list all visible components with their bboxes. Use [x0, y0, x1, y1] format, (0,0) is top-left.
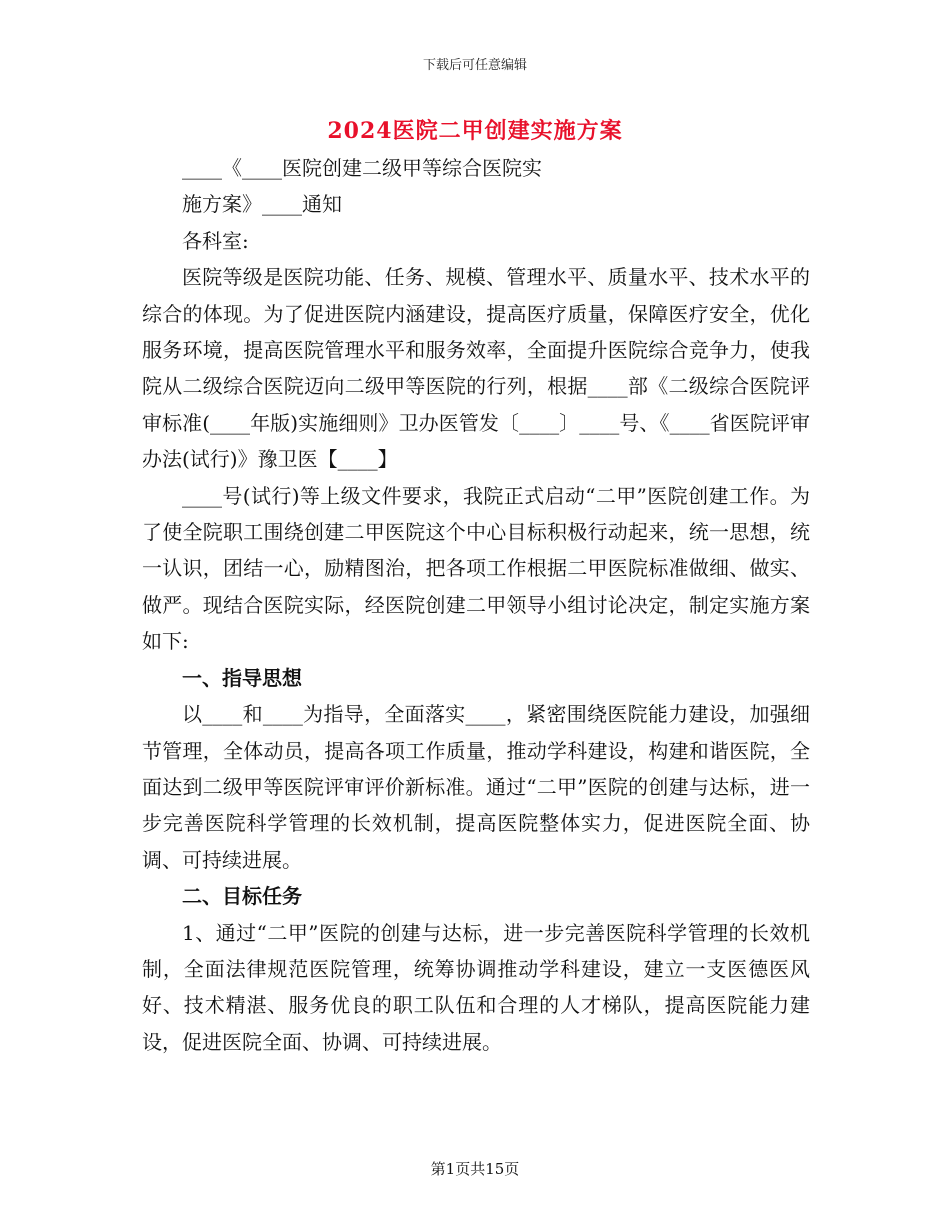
notice-title-line-2: 施方案》____通知 — [182, 192, 342, 217]
notice-title-line-1: ____《____医院创建二级甲等综合医院实 — [182, 156, 542, 180]
page-number-footer: 第1页共15页 — [430, 1160, 520, 1178]
document-title: 2024医院二甲创建实施方案 — [327, 118, 623, 144]
intro-paragraph-1: 医院等级是医院功能、任务、规模、管理水平、质量水平、技术水平的综合的体现。为了促进医院内涵建设，提高医疗质量，保障医疗安全，优化服务环境，提高医院管理水平和服务效率，全面提升医院综合竞争力，使我院从二级综合医院迈向二级甲等医院的行列，根据____部《二级综合医院评审标准(____年版)实施细则》卫办医管发〔____〕____号、《____省医院评审办法(试行)》豫卫医【____】 — [142, 265, 810, 472]
intro-paragraph-2: ____号(试行)等上级文件要求，我院正式启动“二甲”医院创建工作。为了使全院职工围绕创建二甲医院这个中心目标积极行动起来，统一思想，统一认识，团结一心，励精图治，把各项工作根据二甲医院标准做细、做实、做严。现结合医院实际，经医院创建二甲领导小组讨论决定，制定实施方案如下: — [142, 483, 810, 654]
guiding-ideology-paragraph: 以____和____为指导，全面落实____，紧密围绕医院能力建设，加强细节管理，全体动员，提高各项工作质量，推动学科建设，构建和谐医院，全面达到二级甲等医院评审评价新标准。通过“二甲”医院的创建与达标，进一步完善医院科学管理的长效机制，提高医院整体实力，促进医院全面、协调、可持续进展。 — [142, 702, 810, 872]
document-body — [142, 150, 810, 1060]
goal-task-1-paragraph: 1、通过“二甲”医院的创建与达标，进一步完善医院科学管理的长效机制，全面法律规范医院管理，统筹协调推动学科建设，建立一支医德医风好、技术精湛、服务优良的职工队伍和合理的人才梯队，提高医院能力建设，促进医院全面、协调、可持续进展。 — [142, 920, 810, 1054]
salutation: 各科室: — [182, 228, 249, 253]
section-heading-guiding-ideology: 一、指导思想 — [182, 665, 302, 690]
page-header-note: 下载后可任意编辑 — [422, 58, 527, 73]
section-heading-goals-tasks: 二、目标任务 — [182, 884, 302, 909]
